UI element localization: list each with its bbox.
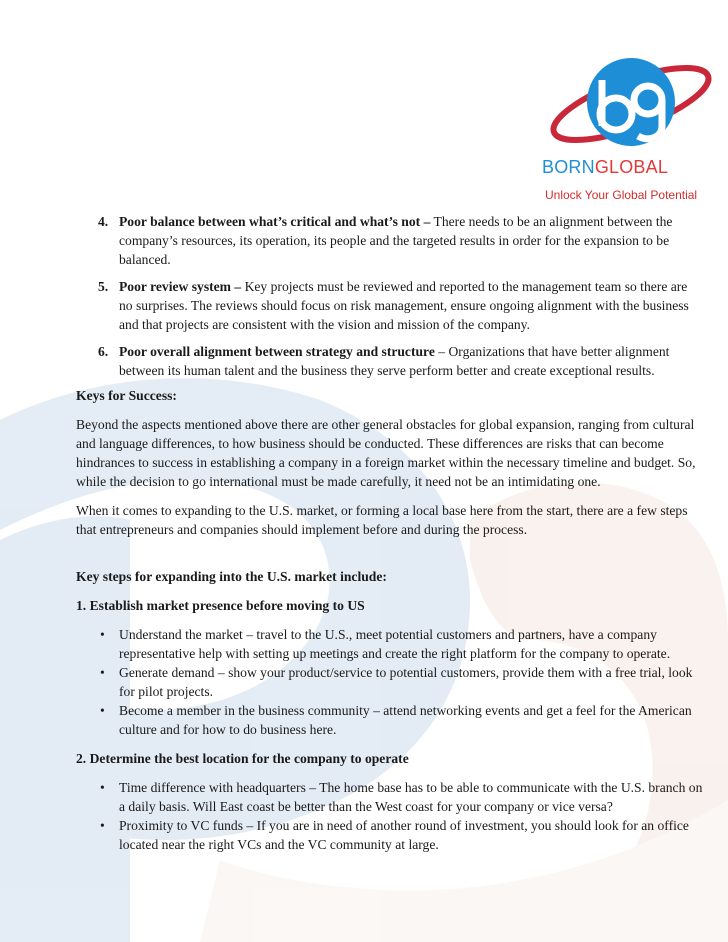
bullet-icon: •	[100, 703, 105, 718]
item-text: There needs to be an alignment between the company’s resources, its operation, its people and the targeted results in order for the expansion to be balanced.	[119, 214, 673, 267]
bullet-icon: •	[100, 818, 105, 833]
list-item	[76, 701, 704, 739]
list-item	[76, 663, 704, 701]
list-item	[76, 816, 704, 854]
list-item-text: Become a member in the business community – attend networking events and get a feel for the American culture and for how to do business here.	[119, 703, 692, 737]
list-item	[76, 625, 704, 663]
document-body	[76, 212, 704, 864]
list-item-text: Time difference with headquarters – The home base has to be able to communicate with the U.S. branch on a daily basis. Will East coast be better than the West coast for your company or vice versa?	[119, 780, 703, 814]
paragraph: When it comes to expanding to the U.S. market, or forming a local base here from the start, there are a few steps that entrepreneurs and companies should implement before and during the process.	[76, 503, 688, 537]
list-item-text: Proximity to VC funds – If you are in need of another round of investment, you should look for an office located near the right VCs and the VC community at large.	[119, 818, 689, 852]
bullet-list	[76, 625, 704, 739]
item-number: 4.	[98, 214, 109, 229]
bullet-icon: •	[100, 665, 105, 680]
bullet-list	[76, 778, 704, 854]
step-heading: 2. Determine the best location for the company to operate	[76, 751, 409, 766]
item-title: Poor review system –	[119, 279, 242, 294]
item-title: Poor overall alignment between strategy and structure	[119, 344, 435, 359]
item-number: 5.	[98, 279, 109, 294]
numbered-item	[76, 342, 704, 380]
item-text: – Organizations that have better alignment between its human talent and the business they serve perform better and create exceptional results.	[119, 344, 670, 378]
logo-mark-icon	[536, 52, 716, 162]
brand-tagline: Unlock Your Global Potential	[545, 188, 698, 202]
borngl0bal-logo	[536, 52, 716, 212]
bullet-icon: •	[100, 780, 105, 795]
list-item-text: Generate demand – show your product/service to potential customers, provide them with a free trial, look for pilot projects.	[119, 665, 693, 699]
brand-name-part1: BORN	[542, 157, 595, 177]
list-item	[76, 778, 704, 816]
step-heading: 1. Establish market presence before moving to US	[76, 598, 365, 613]
brand-name-part2: GLOBAL	[594, 157, 669, 177]
paragraph: Beyond the aspects mentioned above there are other general obstacles for global expansion, ranging from cultural and language differences, to how business should be conducted. These differences are risks that can become hindrances to success in establishing a company in a foreign market within the necessary timeline and budget. So, while the decision to go international must be made carefully, it need not be an intimidating one.	[76, 417, 696, 489]
list-item-text: Understand the market – travel to the U.S., meet potential customers and partners, have a company representative help with setting up meetings and create the right platform for the company to operate.	[119, 627, 671, 661]
item-number: 6.	[98, 344, 109, 359]
numbered-item	[76, 277, 704, 334]
bullet-icon: •	[100, 627, 105, 642]
numbered-item	[76, 212, 704, 269]
keys-for-success-heading: Keys for Success:	[76, 388, 177, 403]
item-title: Poor balance between what’s critical and what’s not –	[119, 214, 431, 229]
key-steps-heading: Key steps for expanding into the U.S. market include:	[76, 569, 387, 584]
item-text: Key projects must be reviewed and reported to the management team so there are no surprises. The reviews should focus on risk management, ensure ongoing alignment with the business and that projects are consistent with the vision and mission of the company.	[119, 279, 689, 332]
